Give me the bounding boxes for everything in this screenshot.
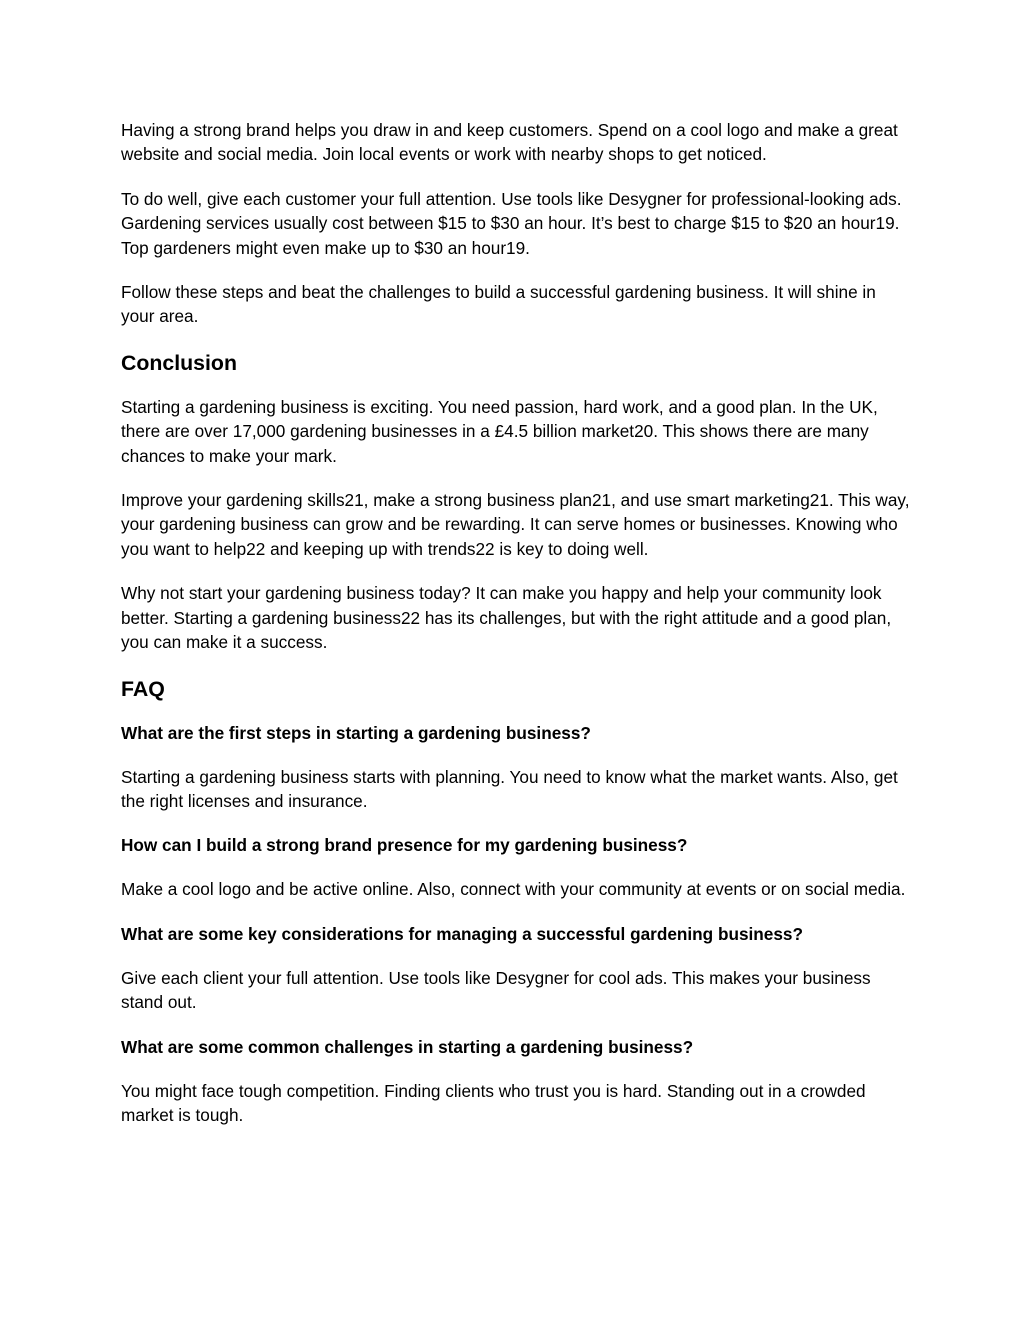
intro-paragraph-brand: Having a strong brand helps you draw in and keep customers. Spend on a cool logo and make a great website and social media. Join local events or work with nearby shops to get noticed. bbox=[121, 120, 898, 165]
conclusion-paragraph-2: Improve your gardening skills21, make a strong business plan21, and use smart marketing21. This way, your gardening business can grow and be rewarding. It can serve homes or businesses. Knowing who you want to help22 and keeping up with trends22 is key to doing well. bbox=[121, 490, 910, 559]
document-page bbox=[121, 118, 911, 1127]
conclusion-paragraph-3: Why not start your gardening business today? It can make you happy and help your community look better. Starting a gardening business22 has its challenges, but with the right attitude and a good plan, you can make it a success. bbox=[121, 583, 892, 653]
intro-paragraph-follow-steps: Follow these steps and beat the challenges to build a successful gardening business. It will shine in your area. bbox=[121, 282, 876, 327]
conclusion-paragraph-1: Starting a gardening business is exciting. You need passion, hard work, and a good plan. In the UK, there are over 17,000 gardening businesses in a £4.5 billion market20. This shows there are many chances to make your mark. bbox=[121, 396, 878, 466]
faq-question-1: What are the first steps in starting a gardening business? bbox=[121, 722, 591, 743]
intro-paragraph-pricing: To do well, give each customer your full attention. Use tools like Desygner for professional-looking ads. Gardening services usually cost between $15 to $30 an hour. It’s best to charge $15 to $20 an hour19. Top gardeners might even make up to $30 an hour19. bbox=[121, 188, 902, 258]
faq-question-2: How can I build a strong brand presence for my gardening business? bbox=[121, 835, 688, 856]
faq-heading: FAQ bbox=[121, 676, 165, 701]
faq-answer-3: Give each client your full attention. Use tools like Desygner for cool ads. This makes your business stand out. bbox=[121, 967, 871, 1013]
conclusion-heading: Conclusion bbox=[121, 350, 237, 375]
faq-question-4: What are some common challenges in starting a gardening business? bbox=[121, 1036, 694, 1057]
faq-answer-1: Starting a gardening business starts with planning. You need to know what the market wants. Also, get the right licenses and insurance. bbox=[121, 766, 898, 811]
faq-question-3: What are some key considerations for managing a successful gardening business? bbox=[121, 923, 803, 944]
faq-answer-4: You might face tough competition. Finding clients who trust you is hard. Standing out in a crowded market is tough. bbox=[121, 1080, 866, 1125]
faq-answer-2: Make a cool logo and be active online. Also, connect with your community at events or on social media. bbox=[121, 879, 906, 900]
